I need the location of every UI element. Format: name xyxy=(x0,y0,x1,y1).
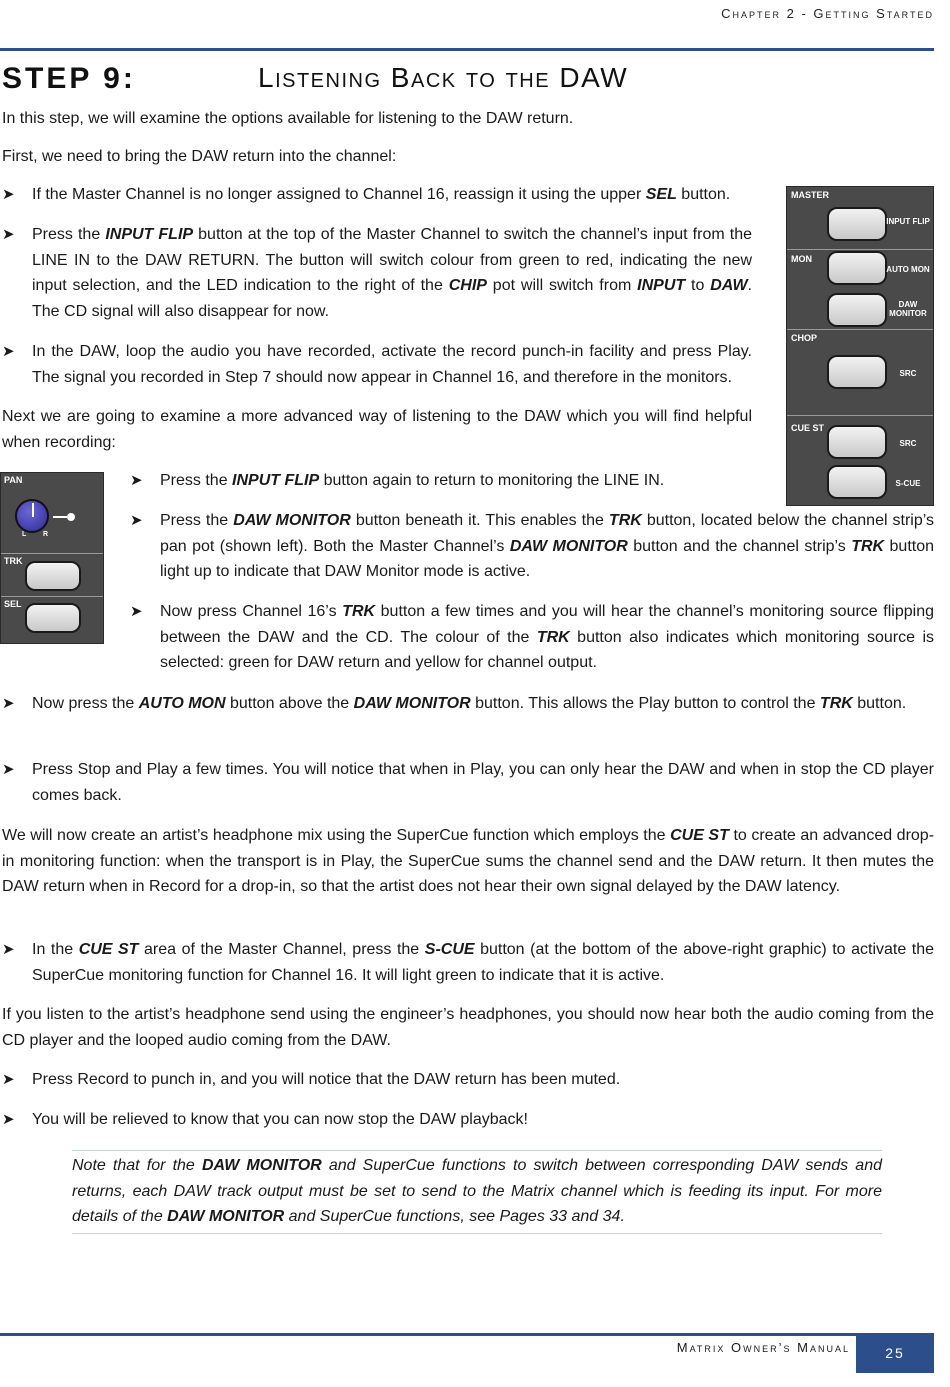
master-channel-panel xyxy=(786,186,934,506)
bullet-arrow: ➤ xyxy=(2,1071,15,1088)
master-section-label: MASTER xyxy=(791,190,829,200)
bullet-arrow: ➤ xyxy=(2,761,15,778)
bullet-text: You will be relieved to know that you can now stop the DAW playback! xyxy=(32,1111,528,1128)
bullet-text: In the CUE ST area of the Master Channel, press the S-CUE button (at the bottom of the above-right graphic) to activate the SuperCue monitoring function for Channel 16. It will light green to indicate that it is active. xyxy=(32,941,935,984)
bullet-arrow: ➤ xyxy=(2,941,15,958)
bullet-text: Press the DAW MONITOR button beneath it. This enables the TRK button, located below the channel strip’s pan pot (shown left). Both the Master Channel’s DAW MONITOR button and the channel strip’s TRK button light up to indicate that DAW Monitor mode is active. xyxy=(160,512,935,580)
pan-led-indicator xyxy=(67,513,75,521)
trk-button[interactable] xyxy=(25,561,81,591)
mon-section-label: MON xyxy=(791,254,812,264)
bullet-text: Press Stop and Play a few times. You will notice that when in Play, you can only hear the DAW and when in stop the CD player comes back. xyxy=(32,761,934,804)
footer-rule xyxy=(0,1333,934,1336)
chop-section-label: CHOP xyxy=(791,333,818,343)
bullet-text: Press Record to punch in, and you will notice that the DAW return has been muted. xyxy=(32,1071,621,1088)
knob-pointer xyxy=(32,503,34,517)
cue-st-section-label: CUE ST xyxy=(791,423,825,433)
intro-paragraph: In this step, we will examine the options available for listening to the DAW return. xyxy=(2,110,574,127)
auto-mon-button[interactable] xyxy=(827,251,887,285)
auto-mon-label: AUTO MON xyxy=(886,265,930,274)
panel-divider xyxy=(1,596,103,597)
sel-label: SEL xyxy=(4,599,22,609)
bullet-arrow: ➤ xyxy=(2,695,15,712)
step-title xyxy=(2,62,629,96)
daw-monitor-button[interactable] xyxy=(827,293,887,327)
note-box: Note that for the DAW MONITOR and SuperCue functions to switch between corresponding DAW sends and returns, each DAW track output must be set to send to the Matrix channel which is feeding its input. For more details of the DAW MONITOR and SuperCue functions, see Pages 33 and 34. xyxy=(72,1150,882,1234)
sel-button[interactable] xyxy=(25,603,81,633)
bullet-text: Press the INPUT FLIP button again to return to monitoring the LINE IN. xyxy=(160,472,665,489)
panel-divider xyxy=(1,553,103,554)
bullet-text: Press the INPUT FLIP button at the top of the Master Channel to switch the channel’s input from the LINE IN to the DAW RETURN. The button will switch colour from green to red, indicating the new input selection, and the LED indication to the right of the CHIP pot will switch from INPUT to DAW. The CD signal will also disappear for now. xyxy=(32,226,752,320)
manual-title: Matrix Owner’s Manual xyxy=(676,1340,850,1355)
chapter-header: Chapter 2 - Getting Started xyxy=(721,6,934,21)
header-rule xyxy=(0,48,934,51)
bullet-arrow: ➤ xyxy=(130,512,143,529)
first-paragraph: First, we need to bring the DAW return into the channel: xyxy=(2,148,397,165)
step-name: Listening Back to the DAW xyxy=(258,62,629,93)
step-number: STEP 9: xyxy=(2,62,136,95)
input-flip-label: INPUT FLIP xyxy=(886,217,930,226)
pan-label: PAN xyxy=(4,475,23,485)
pan-l-label: L xyxy=(22,531,27,538)
bullet-arrow: ➤ xyxy=(130,603,143,620)
advanced-paragraph: Next we are going to examine a more advanced way of listening to the DAW which you will find helpful when recording: xyxy=(2,408,752,451)
pan-r-label: R xyxy=(43,531,49,538)
bullet-arrow: ➤ xyxy=(2,186,15,203)
input-flip-button[interactable] xyxy=(827,207,887,241)
cue-src-label: SRC xyxy=(899,439,917,448)
supercue-paragraph: We will now create an artist’s headphone mix using the SuperCue function which employs the CUE ST to create an advanced drop-in monitoring function: when the transport is in Play, the SuperCue sums the channel send and the DAW return. It then mutes the DAW return when in Record for a drop-in, so that the artist does not hear their own signal delayed by the DAW latency. xyxy=(2,827,935,895)
panel-divider xyxy=(787,249,933,250)
bullet-text: In the DAW, loop the audio you have recorded, activate the record punch-in facility and press Play. The signal you recorded in Step 7 should now appear in Channel 16, and therefore in the monitors. xyxy=(32,343,752,386)
bullet-arrow: ➤ xyxy=(2,343,15,360)
led-connector xyxy=(53,516,67,518)
panel-divider xyxy=(787,329,933,330)
bullet-text: Now press the AUTO MON button above the DAW MONITOR button. This allows the Play button to control the TRK button. xyxy=(32,695,907,712)
cue-src-button[interactable] xyxy=(827,425,887,459)
chop-src-button[interactable] xyxy=(827,355,887,389)
page-number: 25 xyxy=(856,1333,934,1373)
pan-knob[interactable] xyxy=(15,499,49,533)
daw-monitor-label: DAW MONITOR xyxy=(889,300,927,318)
bullet-arrow: ➤ xyxy=(130,472,143,489)
bullet-arrow: ➤ xyxy=(2,226,15,243)
bullet-text: If the Master Channel is no longer assigned to Channel 16, reassign it using the upper SEL button. xyxy=(32,186,731,203)
panel-divider xyxy=(787,415,933,416)
s-cue-label: S-CUE xyxy=(895,479,921,488)
chop-src-label: SRC xyxy=(899,369,917,378)
bullet-arrow: ➤ xyxy=(2,1111,15,1128)
channel-strip-panel xyxy=(0,472,104,644)
trk-label: TRK xyxy=(4,556,23,566)
listen-paragraph: If you listen to the artist’s headphone send using the engineer’s headphones, you should now hear both the audio coming from the CD player and the looped audio coming from the DAW. xyxy=(2,1006,934,1049)
bullet-text: Now press Channel 16’s TRK button a few times and you will hear the channel’s monitoring source flipping between the DAW and the CD. The colour of the TRK button also indicates which monitoring source is selected: green for DAW return and yellow for channel output. xyxy=(160,603,935,671)
